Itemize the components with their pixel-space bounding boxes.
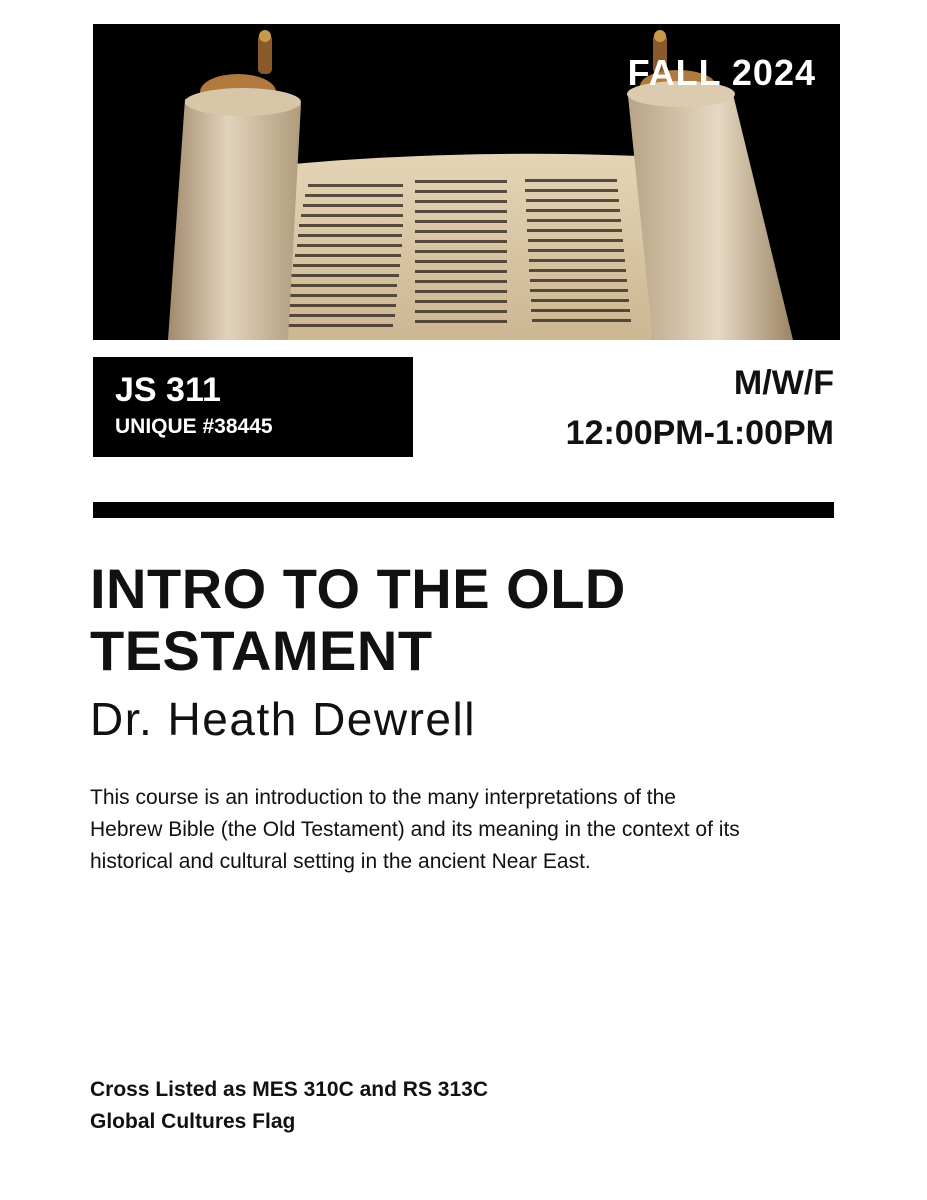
- text-column-2: [415, 180, 507, 323]
- flag-note: Global Cultures Flag: [90, 1110, 296, 1133]
- cross-listing: Cross Listed as MES 310C and RS 313C: [90, 1078, 488, 1101]
- course-id-box: [93, 357, 413, 457]
- left-roller: [168, 30, 301, 340]
- course-title-line-2: TESTAMENT: [90, 619, 433, 682]
- schedule: [566, 360, 834, 460]
- course-unique-number: UNIQUE #38445: [115, 415, 273, 438]
- semester-label: FALL 2024: [627, 52, 816, 93]
- course-title-line-1: INTRO TO THE OLD: [90, 557, 626, 620]
- description-line-2: Hebrew Bible (the Old Testament) and its meaning in the context of its: [90, 818, 740, 841]
- text-column-3: [525, 179, 631, 322]
- divider-bar: [93, 502, 834, 518]
- description-line-1: This course is an introduction to the many interpretations of the: [90, 786, 676, 809]
- footer-notes: [90, 1074, 488, 1138]
- course-description: [90, 782, 840, 878]
- schedule-time: 12:00PM-1:00PM: [565, 414, 834, 452]
- schedule-days: M/W/F: [733, 364, 834, 402]
- course-title: [90, 558, 830, 682]
- hero-image: [93, 24, 840, 340]
- instructor-name: Dr. Heath Dewrell: [90, 693, 476, 745]
- course-code: JS 311: [115, 371, 221, 409]
- description-line-3: historical and cultural setting in the ancient Near East.: [90, 850, 591, 873]
